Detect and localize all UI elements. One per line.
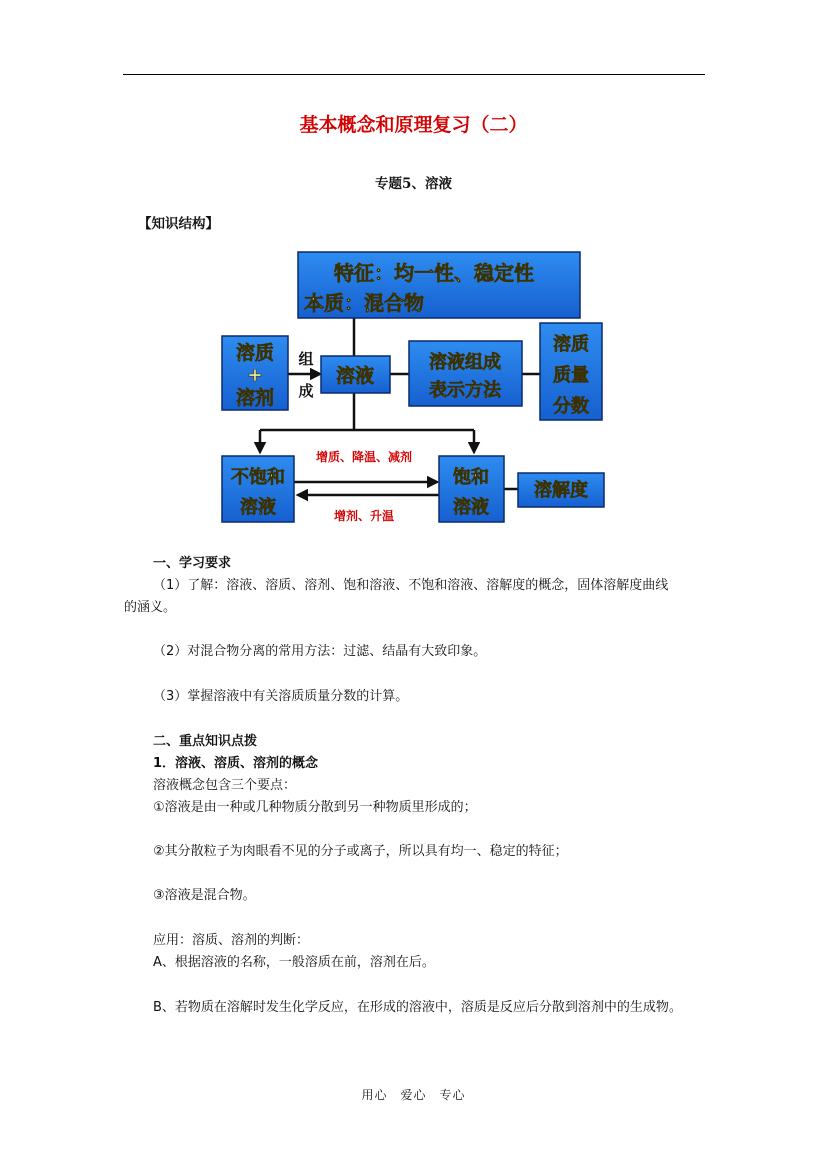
- section2-intro: 溶液概念包含三个要点：: [153, 778, 297, 793]
- solute-text: 溶质: [235, 342, 275, 364]
- section2-point3: ③溶液是混合物。: [153, 888, 256, 903]
- page-subtitle: 专题5、溶液: [375, 176, 452, 192]
- mass-fraction-text-3: 分数: [553, 396, 589, 417]
- saturated-text-1: 饱和: [453, 467, 489, 488]
- section2-apply-a: A、根据溶液的名称，一般溶质在前，溶剂在后。: [153, 955, 435, 970]
- section1-heading: 一、学习要求: [153, 556, 232, 571]
- header-rule: [123, 74, 705, 75]
- section2-heading: 二、重点知识点拨: [153, 734, 258, 749]
- section1-item2: （2）对混合物分离的常用方法：过滤、结晶有大致印象。: [153, 644, 487, 659]
- section2-apply: 应用：溶质、溶剂的判断：: [153, 933, 310, 948]
- solubility-text: 溶解度: [534, 480, 588, 501]
- saturated-text-2: 溶液: [453, 497, 489, 518]
- section1-item1-line2: 的涵义。: [124, 600, 177, 615]
- page-title: 基本概念和原理复习（二）: [299, 114, 528, 136]
- compose-label-1: 组: [298, 350, 314, 368]
- section2-apply-b: B、若物质在溶解时发生化学反应，在形成的溶液中，溶质是反应后分散到溶剂中的生成物。: [153, 1000, 682, 1015]
- section2-point1: ①溶液是由一种或几种物质分散到另一种物质里形成的；: [153, 800, 477, 815]
- to-saturated-label: 增质、降温、减剂: [315, 450, 413, 464]
- composition-text-line2: 表示方法: [429, 380, 501, 401]
- section2-sub1: 1．溶液、溶质、溶剂的概念: [153, 756, 319, 771]
- section2-point2: ②其分散粒子为肉眼看不见的分子或离子，所以具有均一、稳定的特征；: [153, 844, 568, 859]
- section1-item1-line1: （1）了解：溶液、溶质、溶剂、饱和溶液、不饱和溶液、溶解度的概念，固体溶解度曲线: [153, 578, 669, 593]
- feature-text-line1: 特征：均一性、稳定性: [334, 261, 534, 285]
- knowledge-structure-label: 【知识结构】: [138, 216, 219, 232]
- plus-text: +: [247, 364, 263, 386]
- mass-fraction-text-1: 溶质: [553, 334, 589, 355]
- solution-concept-diagram: [218, 250, 610, 528]
- section1-item3: （3）掌握溶液中有关溶质质量分数的计算。: [153, 689, 409, 704]
- page-footer: 用心 爱心 专心: [361, 1088, 466, 1102]
- unsaturated-text-1: 不饱和: [231, 467, 285, 488]
- compose-label-2: 成: [298, 382, 314, 400]
- unsaturated-text-2: 溶液: [240, 497, 276, 518]
- feature-text-line2: 本质：混合物: [304, 291, 424, 315]
- composition-text-line1: 溶液组成: [429, 352, 501, 373]
- solution-text: 溶液: [335, 365, 375, 387]
- solvent-text: 溶剂: [235, 387, 275, 409]
- to-unsaturated-label: 增剂、升温: [333, 509, 395, 523]
- mass-fraction-text-2: 质量: [553, 365, 589, 386]
